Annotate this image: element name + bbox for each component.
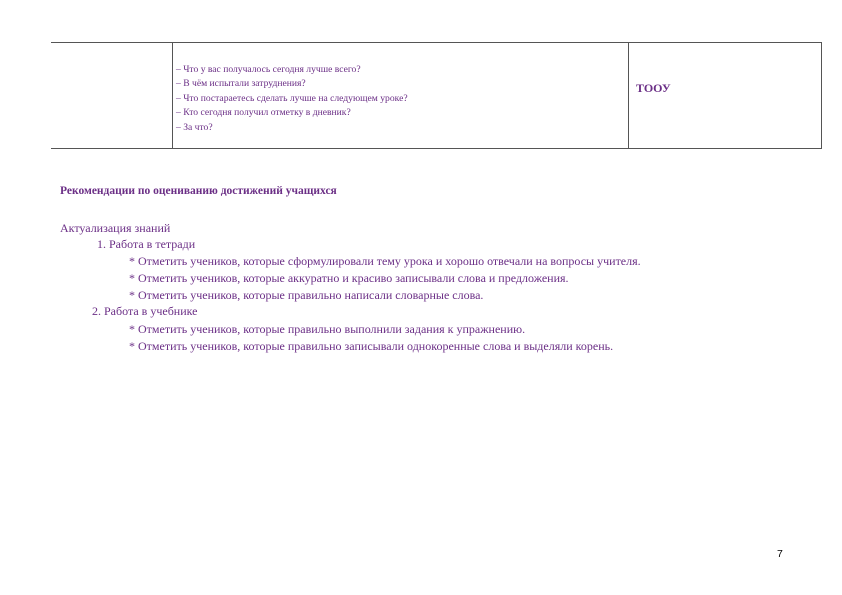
list-item-notebook: 1. Работа в тетради	[97, 237, 196, 251]
table-cell-questions	[172, 43, 629, 148]
question-line: – За что?	[176, 121, 213, 133]
list-subitem: * Отметить учеников, которые правильно записывали однокоренные слова и выделяли корень.	[129, 339, 614, 353]
list-subitem: * Отметить учеников, которые аккуратно и красиво записывали слова и предложения.	[129, 271, 569, 285]
question-line: – Что у вас получалось сегодня лучше всего?	[176, 64, 361, 75]
list-subitem: * Отметить учеников, которые правильно выполнили задания к упражнению.	[129, 322, 526, 336]
lesson-table	[51, 42, 822, 149]
question-line: – В чём испытали затруднения?	[176, 78, 306, 90]
section-title: Актуализация знаний	[60, 221, 171, 235]
recommendations-heading: Рекомендации по оцениванию достижений учащихся	[60, 185, 337, 197]
page-number: 7	[777, 548, 783, 560]
table-cell-code	[628, 43, 822, 148]
list-subitem: * Отметить учеников, которые правильно написали словарные слова.	[129, 288, 484, 302]
question-line: – Что постараетесь сделать лучше на следующем уроке?	[176, 92, 408, 104]
list-subitem: * Отметить учеников, которые сформулировали тему урока и хорошо отвечали на вопросы учителя.	[129, 254, 641, 268]
list-item-textbook: 2. Работа в учебнике	[92, 304, 198, 318]
code-label: ТООУ	[636, 81, 671, 95]
table-cell-empty	[51, 43, 173, 148]
reflection-questions	[176, 63, 408, 135]
question-line: – Кто сегодня получил отметку в дневник?	[176, 107, 351, 119]
